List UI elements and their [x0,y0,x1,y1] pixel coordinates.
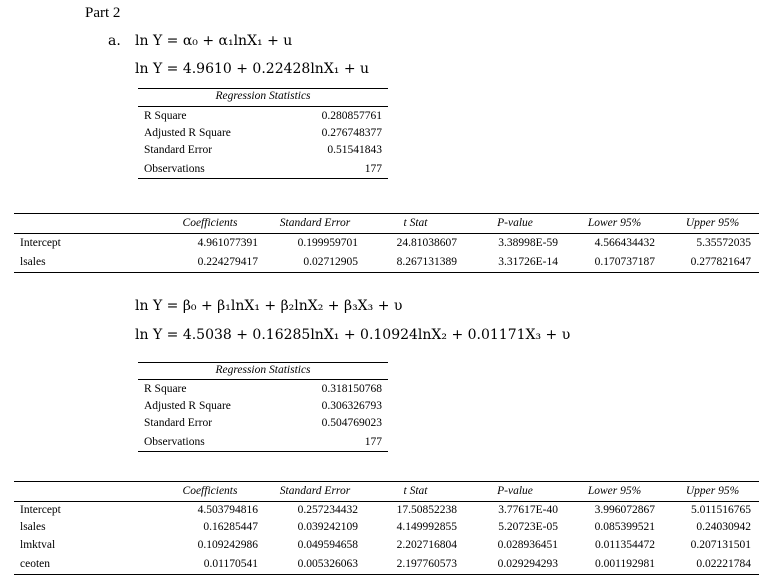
cell: 0.170737187 [594,256,655,268]
cell: 0.028936451 [497,539,558,551]
cell: 2.202716804 [396,539,457,551]
reg-stat-label: Standard Error [144,417,213,429]
cell: 5.35572035 [696,237,751,249]
column-header: Standard Error [279,217,351,229]
cell: 0.085399521 [594,521,655,533]
cell: 0.224279417 [197,256,258,268]
part-title: Part 2 [85,5,121,21]
cell: 2.197760573 [396,558,457,570]
column-header: Lower 95% [587,217,642,229]
cell: 5.011516765 [691,504,751,516]
column-header: Coefficients [182,485,238,497]
model1-equation: ln Y = α₀ + α₁lnX₁ + u [135,33,293,49]
row-name: lsales [20,521,46,533]
reg-stat-value: 177 [364,436,382,448]
reg-stat-label: Adjusted R Square [144,400,231,412]
cell: 0.24030942 [696,521,751,533]
reg-stat-label: Adjusted R Square [144,127,231,139]
cell: 3.77617E-40 [498,504,558,516]
model1-estimated-equation: ln Y = 4.9610 + 0.22428lnX₁ + u [135,61,370,77]
cell: 5.20723E-05 [498,521,558,533]
reg-stat-label: Observations [144,436,205,448]
reg-stat-label: Observations [144,163,205,175]
row-name: Intercept [20,504,61,516]
reg-stat-label: R Square [144,110,187,122]
cell: 0.199959701 [297,237,358,249]
column-header: Coefficients [182,217,238,229]
cell: 0.039242109 [297,521,358,533]
cell: 4.149992855 [396,521,457,533]
row-name: Intercept [20,237,61,249]
reg-stat-value: 177 [364,163,382,175]
cell: 0.049594658 [297,539,358,551]
row-name: ceoten [20,558,51,570]
cell: 3.996072867 [594,504,655,516]
model1-reg-stats-title: Regression Statistics [215,90,311,102]
model2-estimated-equation: ln Y = 4.5038 + 0.16285lnX₁ + 0.10924lnX₂ + 0.01171X₃ + υ [135,327,571,343]
item-label: a. [108,33,121,49]
cell: 4.961077391 [197,237,258,249]
cell: 0.16285447 [203,521,258,533]
column-header: Lower 95% [587,485,642,497]
cell: 0.001192981 [595,558,655,570]
column-header: Upper 95% [685,485,740,497]
cell: 0.029294293 [497,558,558,570]
reg-stat-value: 0.51541843 [327,144,382,156]
row-name: lsales [20,256,46,268]
column-header: Standard Error [279,485,351,497]
reg-stat-label: R Square [144,383,187,395]
column-header: Upper 95% [685,217,740,229]
cell: 0.277821647 [690,256,751,268]
column-header: P-value [497,217,533,229]
row-name: lmktval [20,539,56,551]
reg-stat-value: 0.280857761 [321,110,382,122]
cell: 3.38998E-59 [498,237,558,249]
reg-stat-value: 0.276748377 [321,127,382,139]
column-header: t Stat [403,485,428,497]
reg-stat-label: Standard Error [144,144,213,156]
cell: 8.267131389 [396,256,457,268]
reg-stat-value: 0.318150768 [321,383,382,395]
reg-stat-value: 0.306326793 [321,400,382,412]
column-header: t Stat [403,217,428,229]
cell: 0.207131501 [690,539,751,551]
cell: 0.02221784 [696,558,751,570]
cell: 4.503794816 [197,504,258,516]
cell: 0.02712905 [303,256,358,268]
cell: 0.01170541 [203,558,258,570]
cell: 24.81038607 [396,237,457,249]
cell: 0.005326063 [297,558,358,570]
model2-reg-stats-title: Regression Statistics [215,364,311,376]
cell: 4.566434432 [594,237,655,249]
cell: 17.50852238 [396,504,457,516]
cell: 3.31726E-14 [498,256,558,268]
reg-stat-value: 0.504769023 [321,417,382,429]
cell: 0.011354472 [595,539,655,551]
cell: 0.109242986 [197,539,258,551]
column-header: P-value [497,485,533,497]
cell: 0.257234432 [297,504,358,516]
model2-equation: ln Y = β₀ + β₁lnX₁ + β₂lnX₂ + β₃X₃ + υ [135,298,403,314]
